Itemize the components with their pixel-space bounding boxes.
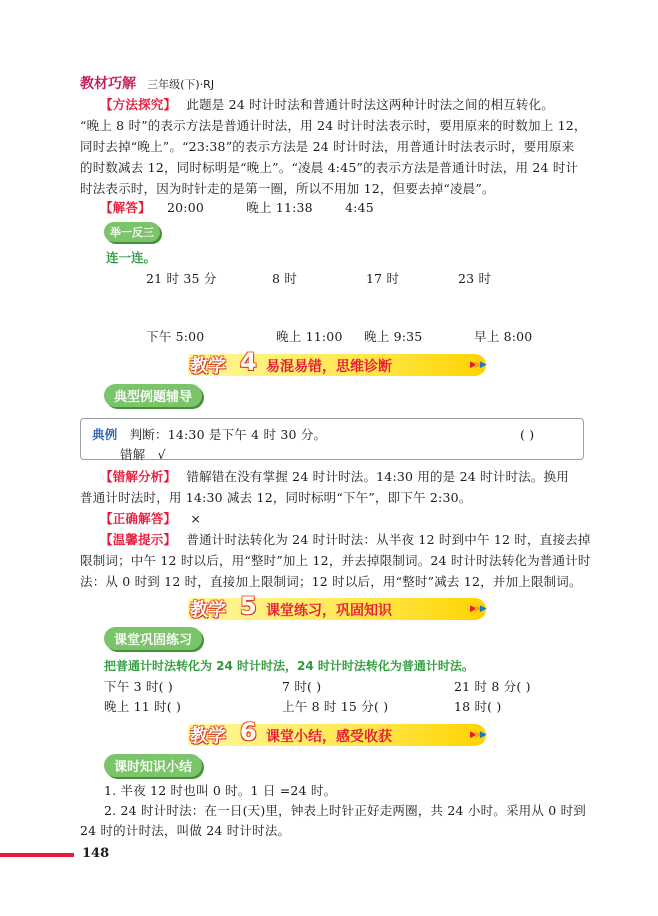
exercise-6[interactable]: 18 时( ) [454,699,502,714]
answer-value-1: 20:00 [167,200,205,215]
tip-line-3: 法：从 0 时到 12 时，直接加上限制词；12 时以后，用“整时”减去 12，并加上限制词。 [80,574,582,589]
correct-answer-value: × [190,511,202,526]
method-label: 【方法探究】 [100,97,177,112]
section-6-prefix: 教学 [190,726,226,747]
section-6-title: 课堂小结，感受收获 [266,729,392,745]
exercise-5[interactable]: 上午 8 时 15 分( ) [282,699,389,714]
footer-bar [0,853,74,857]
exercise-1[interactable]: 下午 3 时( ) [104,679,173,694]
exercise-3[interactable]: 21 时 8 分( ) [454,679,531,694]
match-bottom-4[interactable]: 早上 8:00 [474,329,533,344]
section-5-prefix: 教学 [190,600,226,621]
method-line-1: 【方法探究】 此题是 24 时计时法和普通计时法这两种计时法之间的相互转化。 [100,97,554,112]
error-analysis-label: 【错解分析】 [100,469,177,484]
banner-arrows-icon: ▶▶▶ [470,604,485,614]
summary-point-1: 1. 半夜 12 时也叫 0 时。1 日 =24 时。 [104,783,337,798]
section-6-subbadge: 课时知识小结 [104,754,202,777]
tip-line-2: 限制词；中午 12 时以后，用“整时”加上 12，并去掉限制词。24 时计时法转化为普通计时 [80,553,591,568]
match-bottom-1[interactable]: 下午 5:00 [146,329,205,344]
match-bottom-2[interactable]: 晚上 11:00 [276,329,343,344]
section-4-subbadge: 典型例题辅导 [104,384,202,407]
exercise-4[interactable]: 晚上 11 时( ) [104,699,182,714]
practice-instruction: 连一连。 [106,250,157,265]
example-question-row [92,424,326,445]
method-line-2: “晚上 8 时”的表示方法是普通计时法，用 24 时计时法表示时，要用原来的时数加上 12， [80,118,587,133]
grade-label: 三年级(下)·RJ [147,78,215,91]
answer-label: 【解答】 [100,200,151,215]
example-answer-parens[interactable]: ( ) [520,427,535,442]
section-5-number: 5 [240,592,257,620]
example-label: 典例 [92,427,118,442]
section-6-number: 6 [240,718,257,746]
error-analysis-line-1: 【错解分析】 错解错在没有掌握 24 时计时法。14:30 用的是 24 时计时法。换用 [100,469,569,484]
error-analysis-line-2: 普通计时法时，用 14:30 减去 12，同时标明“下午”，即下午 2:30。 [80,490,472,505]
exercise-2[interactable]: 7 时( ) [282,679,322,694]
correct-answer-label: 【正确解答】 [100,511,177,526]
match-top-3[interactable]: 17 时 [366,271,400,286]
answer-row [100,197,374,218]
book-title: 教材巧解 [80,76,136,92]
method-line-3: 同时去掉“晚上”。“23:38”的表示方法是 24 时计时法，用普通计时法表示时，要用原来 [80,139,575,154]
page-number: 148 [82,846,110,861]
summary-point-2-line-1: 2. 24 时计时法：在一日(天)里，钟表上时针正好走两圈，共 24 小时。采用从 0 时到 [104,803,586,818]
match-bottom-3[interactable]: 晚上 9:35 [364,329,423,344]
section-4-number: 4 [240,348,257,376]
tip-line-1: 【温馨提示】 普通计时法转化为 24 时计时法：从半夜 12 时到中午 12 时，直接去掉 [100,532,591,547]
example-question: 判断：14:30 是下午 4 时 30 分。 [129,427,327,442]
method-line-5: 时法表示时，因为时针走的是第一圈，所以不用加 12，但要去掉“凌晨”。 [80,181,495,196]
match-top-1[interactable]: 21 时 35 分 [146,271,217,286]
wrong-answer-label: 错解 [120,447,146,462]
section-4-prefix: 教学 [190,356,226,377]
match-top-4[interactable]: 23 时 [458,271,492,286]
banner-arrows-icon: ▶▶▶ [470,730,485,740]
section-5-instruction: 把普通计时法转化为 24 时计时法，24 时计时法转化为普通计时法。 [104,659,474,673]
correct-answer-row [100,508,201,529]
section-5-subbadge: 课堂巩固练习 [104,627,202,650]
match-top-2[interactable]: 8 时 [272,271,298,286]
banner-arrows-icon: ▶▶▶ [470,360,485,370]
answer-value-3: 4:45 [345,200,374,215]
tip-label: 【温馨提示】 [100,532,177,547]
answer-value-2: 晚上 11:38 [246,200,313,215]
summary-point-2-line-2: 24 时的计时法，叫做 24 时计时法。 [80,823,291,838]
section-4-title: 易混易错，思维诊断 [266,359,392,375]
page-header [80,73,214,93]
section-5-title: 课堂练习，巩固知识 [266,603,392,619]
practice-badge: 举一反三 [104,222,160,242]
method-line-4: 的时数减去 12，同时标明是“晚上”。“凌晨 4:45”的表示方法是普通计时法，用 24 时计 [80,160,579,175]
wrong-answer-mark: √ [157,447,166,462]
wrong-answer-row [120,444,166,465]
